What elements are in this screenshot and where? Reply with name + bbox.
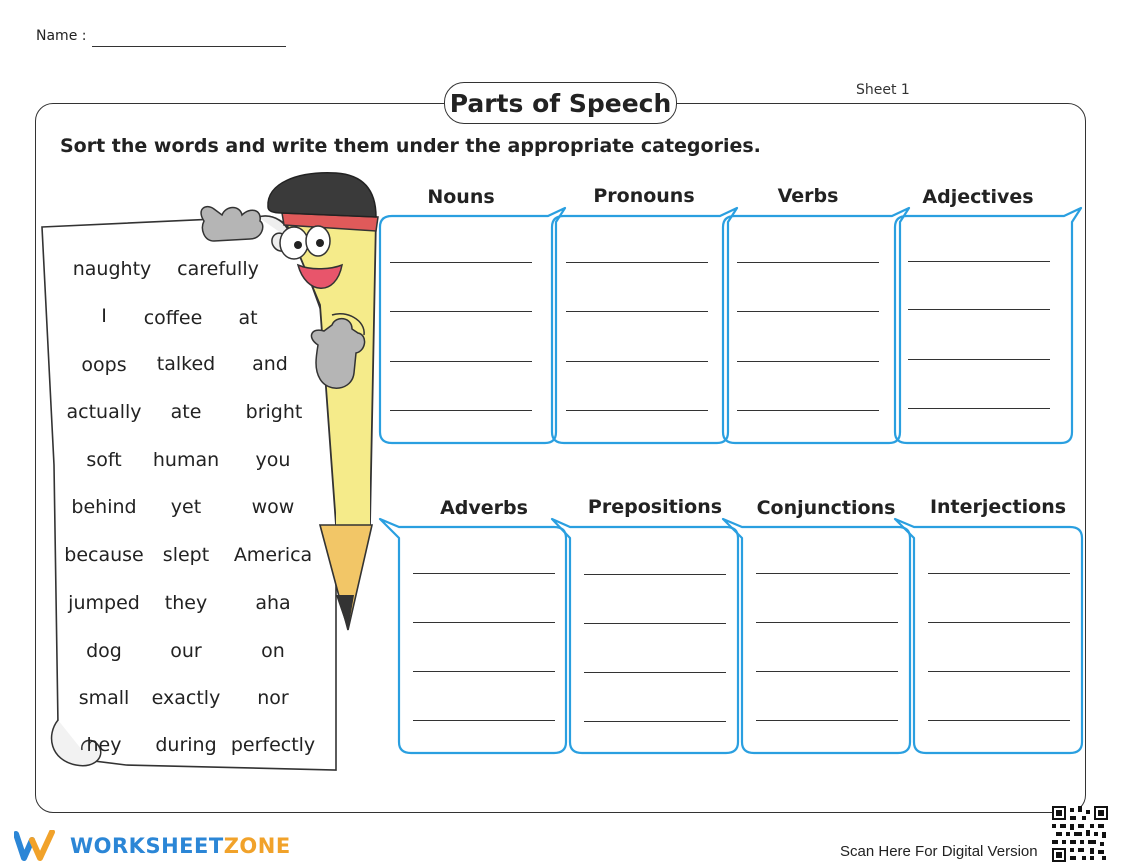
word-item: perfectly (230, 734, 316, 756)
bubble-verbs (723, 208, 909, 443)
brand-name (70, 834, 291, 858)
bubble-adverbs (380, 519, 566, 753)
brand-name-accent: ZONE (223, 834, 291, 858)
answer-line[interactable] (928, 573, 1070, 574)
answer-line[interactable] (737, 311, 879, 312)
answer-line[interactable] (908, 309, 1050, 310)
answer-line[interactable] (737, 262, 879, 263)
word-item: bright (245, 401, 303, 423)
answer-line[interactable] (413, 671, 555, 672)
category-title-conjunctions: Conjunctions (756, 497, 896, 519)
answer-line[interactable] (584, 672, 726, 673)
category-title-pronouns: Pronouns (593, 185, 695, 207)
sheet-number: Sheet 1 (856, 82, 910, 98)
worksheetzone-logo-icon (14, 830, 62, 862)
word-item: I (101, 305, 107, 327)
answer-line[interactable] (756, 622, 898, 623)
word-item: human (152, 449, 220, 471)
answer-line[interactable] (413, 573, 555, 574)
word-item: aha (255, 592, 291, 614)
answer-line[interactable] (584, 721, 726, 722)
word-item: jumped (68, 592, 140, 614)
answer-line[interactable] (756, 573, 898, 574)
answer-line[interactable] (908, 359, 1050, 360)
answer-line[interactable] (413, 622, 555, 623)
word-item: coffee (143, 307, 203, 329)
category-title-adverbs: Adverbs (440, 497, 528, 519)
brand-name-main: WORKSHEET (70, 834, 224, 858)
word-item: exactly (151, 687, 221, 709)
bubble-conjunctions (723, 519, 910, 753)
bubble-nouns (380, 208, 565, 443)
bubble-pronouns (552, 208, 737, 443)
answer-line[interactable] (908, 261, 1050, 262)
answer-line[interactable] (584, 623, 726, 624)
word-item: because (64, 544, 144, 566)
word-item: nor (257, 687, 289, 709)
word-item: they (164, 592, 208, 614)
category-title-interjections: Interjections (929, 496, 1067, 518)
word-item: wow (251, 496, 295, 518)
word-item: on (261, 640, 285, 662)
answer-line[interactable] (928, 720, 1070, 721)
answer-line[interactable] (756, 671, 898, 672)
word-item: slept (162, 544, 210, 566)
word-item: small (78, 687, 130, 709)
word-item: behind (71, 496, 137, 518)
bubble-prepositions (552, 519, 738, 753)
word-item: carefully (177, 258, 259, 280)
word-item: you (255, 449, 291, 471)
word-item: naughty (72, 258, 152, 280)
answer-line[interactable] (584, 574, 726, 575)
word-item: ate (170, 401, 202, 423)
word-item: at (238, 307, 258, 329)
answer-line[interactable] (737, 410, 879, 411)
bubble-interjections (895, 519, 1082, 753)
word-item: oops (81, 354, 127, 376)
answer-line[interactable] (390, 410, 532, 411)
word-item: dog (86, 640, 122, 662)
word-item: yet (170, 496, 202, 518)
word-item: during (155, 734, 217, 756)
word-item: America (233, 544, 313, 566)
answer-line[interactable] (737, 361, 879, 362)
category-title-adjectives: Adjectives (922, 186, 1034, 208)
word-item: soft (86, 449, 122, 471)
answer-line[interactable] (928, 671, 1070, 672)
answer-line[interactable] (390, 262, 532, 263)
word-item: actually (66, 401, 142, 423)
word-item: talked (156, 353, 216, 375)
page-title: Parts of Speech (444, 82, 677, 124)
word-item: hey (86, 734, 122, 756)
word-item: and (252, 353, 288, 375)
answer-line[interactable] (908, 408, 1050, 409)
answer-line[interactable] (928, 622, 1070, 623)
qr-code-icon[interactable] (1052, 806, 1108, 862)
answer-line[interactable] (390, 361, 532, 362)
answer-line[interactable] (413, 720, 555, 721)
category-title-verbs: Verbs (777, 185, 839, 207)
word-item: our (170, 640, 202, 662)
category-title-nouns: Nouns (427, 186, 495, 208)
answer-line[interactable] (566, 410, 708, 411)
answer-line[interactable] (390, 311, 532, 312)
instructions: Sort the words and write them under the appropriate categories. (60, 135, 761, 157)
answer-line[interactable] (566, 361, 708, 362)
category-title-prepositions: Prepositions (587, 496, 723, 518)
answer-line[interactable] (566, 311, 708, 312)
answer-line[interactable] (756, 720, 898, 721)
name-label: Name : (36, 28, 87, 44)
scan-instruction: Scan Here For Digital Version (840, 843, 1038, 860)
answer-line[interactable] (566, 262, 708, 263)
